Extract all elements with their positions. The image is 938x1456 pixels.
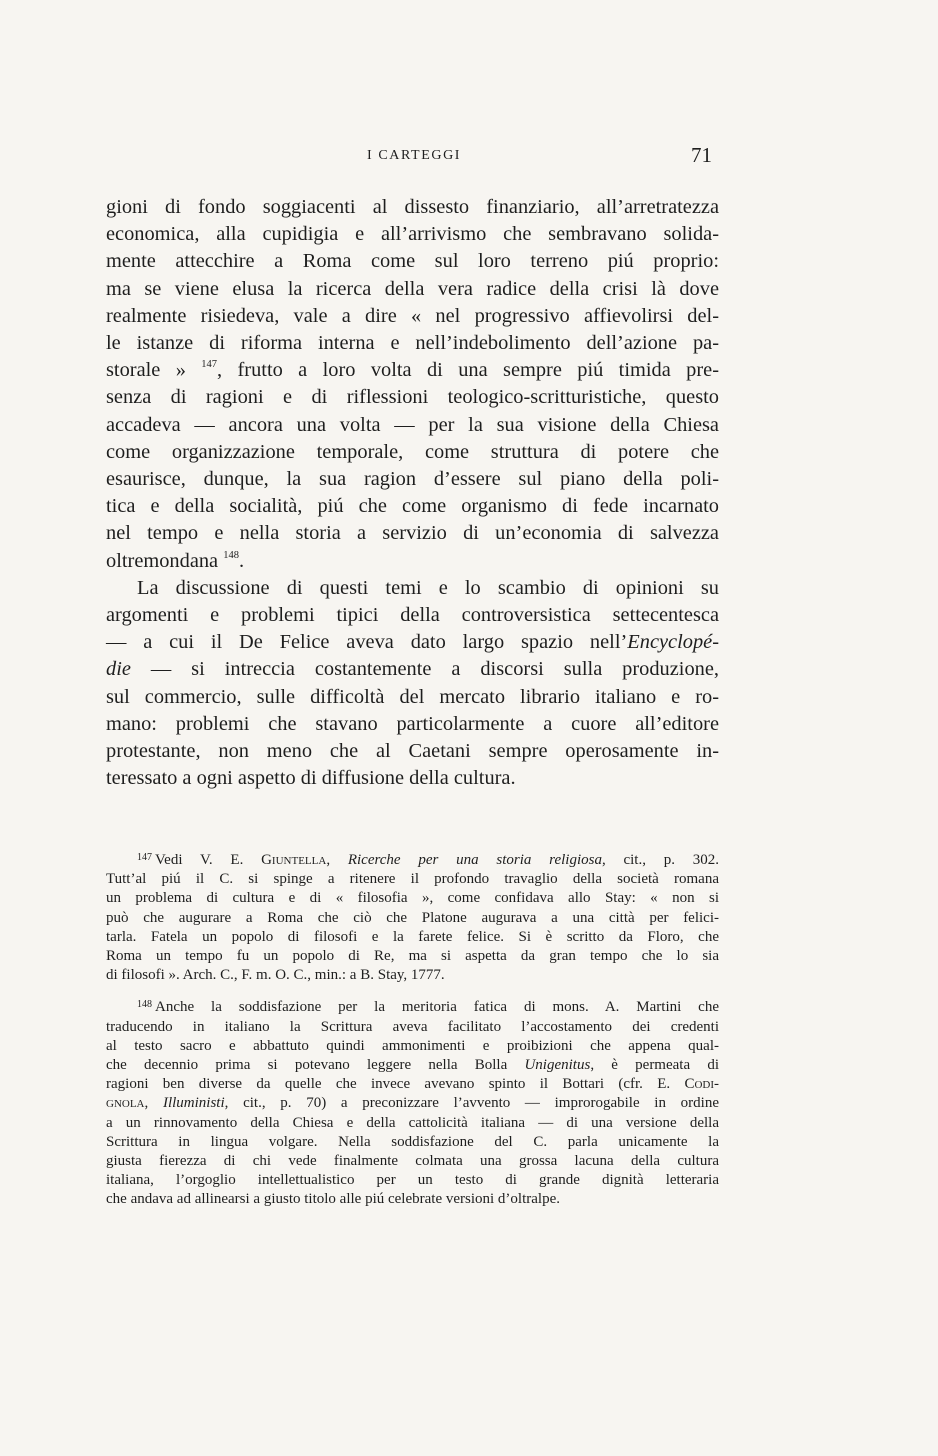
footnote-ref-148[interactable]: 148 xyxy=(223,549,239,561)
text-line: sul commercio, sulle difficoltà del mercato librario italiano e ro- xyxy=(106,685,719,708)
footnote-line: un problema di cultura e di « filosofia », come confidava allo Stay: « non si xyxy=(106,890,719,907)
text-segment: ragioni ben diverse da quelle che invece avevano spinto il Bottari (cfr. E. xyxy=(106,1076,685,1093)
text-line: come organizzazione temporale, come struttura di potere che xyxy=(106,440,719,463)
text-line xyxy=(106,548,719,575)
text-line: ma se viene elusa la ricerca della vera radice della crisi là dove xyxy=(106,277,719,300)
text-segment: oltremondana xyxy=(106,549,219,572)
italic-title: Encyclopé- xyxy=(627,631,719,654)
text-segment: , frutto a loro volta di una sempre piú timida pre- xyxy=(217,359,719,382)
text-line: gioni di fondo soggiacenti al dissesto finanziario, all’arretratezza xyxy=(106,196,719,218)
text-segment: . xyxy=(238,549,245,572)
footnote-line: può che augurare a Roma che ciò che Platone augurava a una città per felici- xyxy=(106,909,719,926)
text-segment: — a cui il De Felice aveva dato largo spazio nell’ xyxy=(106,631,628,654)
footnote-line: giusta fierezza di chi vede finalmente colmata una grossa lacuna della cultura xyxy=(106,1153,719,1170)
running-head: I CARTEGGI xyxy=(366,148,462,163)
text-line: protestante, non meno che al Caetani sempre operosamente in- xyxy=(106,740,719,763)
footnote-line: italiana, l’orgoglio intellettualistico per un testo di grande dignità letteraria xyxy=(106,1172,719,1189)
footnote-line: traducendo in italiano la Scrittura aveva facilitato l’accostamento dei credenti xyxy=(106,1018,719,1035)
footnote-gap xyxy=(106,985,719,995)
italic-title: Ricerche per una storia religiosa xyxy=(347,852,602,868)
paragraph-2 xyxy=(106,575,719,793)
footnote-number: 147 xyxy=(137,852,152,863)
footnote-line: a un rinnovamento della Chiesa e della cattolicità italiana — di una versione della xyxy=(106,1114,719,1131)
text-line xyxy=(106,656,719,683)
footnote-line: di filosofi ». Arch. C., F. m. O. C., min.: a B. Stay, 1777. xyxy=(106,967,445,984)
text-segment: Vedi V. E. xyxy=(155,852,262,868)
footnote-line xyxy=(106,995,719,1017)
italic-title: Illuministi xyxy=(162,1095,225,1112)
footnote-148 xyxy=(106,995,719,1209)
page-number: 71 xyxy=(691,143,712,167)
text-line: accadeva — ancora una volta — per la sua visione della Chiesa xyxy=(106,413,719,436)
footnote-line: che andava ad allinearsi a giusto titolo alle piú celebrate versioni d’oltralpe. xyxy=(106,1191,560,1208)
text-line: argomenti e problemi tipici della controversistica settecentesca xyxy=(106,604,719,627)
footnote-line: al testo sacro e abbattuto quindi ammonimenti e proibizioni che appena qual- xyxy=(106,1037,719,1054)
footnote-ref-147[interactable]: 147 xyxy=(201,359,218,371)
author-name: gnola xyxy=(106,1095,145,1112)
text-segment: che decennio prima si potevano leggere nella Bolla xyxy=(106,1057,525,1074)
text-line: esaurisce, dunque, la sua ragion d’essere sul piano della poli- xyxy=(106,468,719,491)
text-line: nel tempo e nella storia a servizio di un’economia di salvezza xyxy=(106,522,719,545)
text-segment: , cit., p. 70) a preconizzare l’avvento — improrogabile in ordine xyxy=(224,1095,720,1112)
footnote-number: 148 xyxy=(137,999,152,1011)
text-segment: — si intreccia costantemente a discorsi sulla produzione, xyxy=(130,658,719,681)
italic-title: die xyxy=(106,658,131,681)
text-line: mano: problemi che stavano particolarmente a cuore all’editore xyxy=(106,712,719,735)
page-header xyxy=(110,143,718,173)
author-name: Codi- xyxy=(684,1076,719,1093)
text-line xyxy=(106,357,719,384)
text-line: economica, alla cupidigia e all’arrivismo che sembravano solida- xyxy=(106,223,719,246)
author-name: Giuntella xyxy=(261,852,327,868)
footnote-line: Tutt’al piú il C. si spinge a ritenere il profondo travaglio della società romana xyxy=(106,871,719,888)
text-segment: , xyxy=(326,852,348,868)
text-line: teressato a ogni aspetto di diffusione della cultura. xyxy=(106,767,516,790)
text-line xyxy=(106,629,719,656)
italic-title: Unigenitus xyxy=(524,1057,591,1074)
text-line: realmente risiedeva, vale a dire « nel progressivo affievolirsi del- xyxy=(106,304,719,327)
footnote-line xyxy=(106,848,719,870)
text-line: La discussione di questi temi e lo scambio di opinioni su xyxy=(137,576,719,599)
text-line: senza di ragioni e di riflessioni teologico-scritturistiche, questo xyxy=(106,386,719,409)
footnote-line xyxy=(106,1094,719,1113)
text-segment: , xyxy=(144,1095,163,1112)
text-segment: , è permeata di xyxy=(590,1057,720,1074)
text-segment: Anche la soddisfazione per la meritoria fatica di mons. A. Martini che xyxy=(155,999,719,1016)
footnote-line xyxy=(106,1056,719,1075)
footnotes xyxy=(106,848,719,1210)
text-segment: storale » xyxy=(106,359,186,382)
footnote-line: Roma un tempo fu un popolo di Re, ma si aspetta da gran tempo che lo sia xyxy=(106,948,719,965)
text-line: le istanze di riforma interna e nell’indebolimento dell’azione pa- xyxy=(106,332,719,355)
footnote-line xyxy=(106,1075,719,1094)
text-line: mente attecchire a Roma come sul loro terreno piú proprio: xyxy=(106,250,719,273)
text-line: tica e della socialità, piú che come organismo di fede incarnato xyxy=(106,495,719,518)
paragraph-1 xyxy=(106,194,719,575)
footnote-line: tarla. Fatela un popolo di filosofi e la farete felice. Si è scritto da Floro, che xyxy=(106,928,719,945)
main-text xyxy=(106,194,719,792)
footnote-147 xyxy=(106,848,719,985)
text-segment: , cit., p. 302. xyxy=(601,852,720,868)
footnote-line: Scrittura in lingua volgare. Nella soddisfazione del C. parla unicamente la xyxy=(106,1133,719,1150)
